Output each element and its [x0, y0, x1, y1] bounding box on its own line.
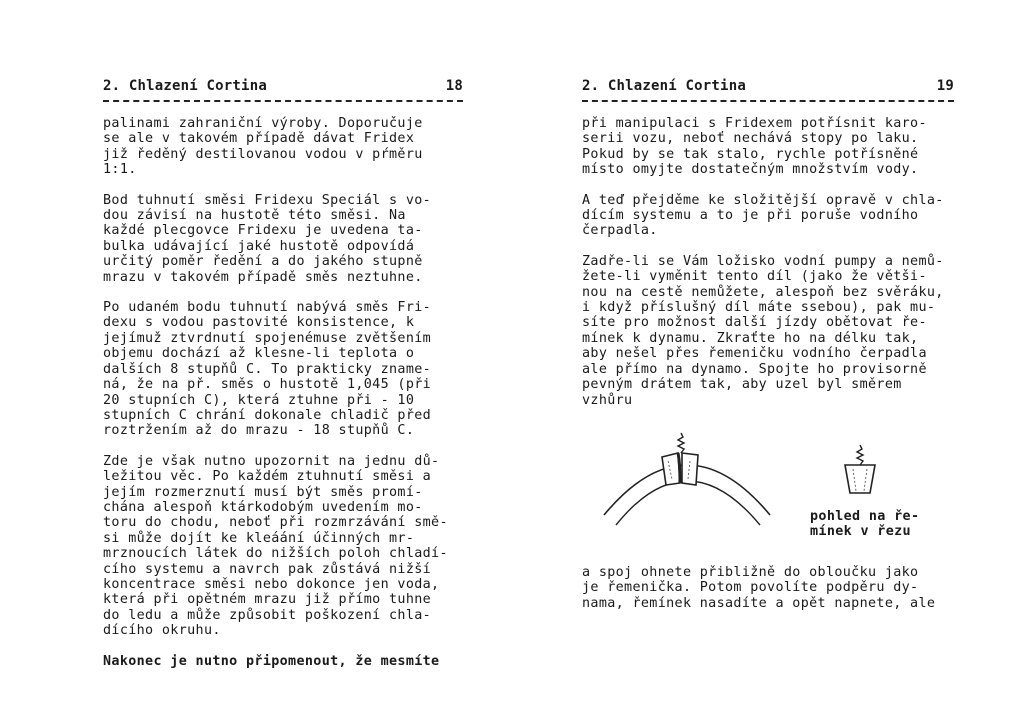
right-page-number: 19 [936, 78, 954, 94]
right-paragraph-1: při manipulaci s Fridexem potřísnit karo- serii vozu, neboť nechává stopy po laku. Pokud by se tak stalo, rychle potřísněné místo omyjte dostatečným množstvím vody. [582, 116, 927, 178]
left-page-number: 18 [445, 78, 463, 94]
figure-caption: pohled na ře- mínek v řezu [810, 508, 920, 540]
right-header-rule [582, 100, 954, 102]
left-header-title: 2. Chlazení Cortina [103, 78, 267, 94]
right-paragraph-4: a spoj ohnete přibližně do obloučku jako je řemenička. Potom povolíte podpěru dy- nama, řemínek nasadíte a opět napnete, ale [582, 564, 936, 611]
left-page-header [103, 78, 463, 98]
right-paragraph-3: Zadře-li se Vám ložisko vodní pumpy a nemů- žete-li vyměnit tento díl (jako že větši- nou na cestě nemůžete, alespoň bez svěráku, i když příslušný díl máte ssebou), pak mu- síte pro možnost další jízdy obětovat ře- mínek k dynamu. Zkraťte ho na délku tak, aby nešel přes řemeničku vodního čerpadla ale přímo na dynamo. Spojte ho provisorně pevným drátem tak, aby uzel byl směrem vzhůru [582, 253, 944, 408]
left-paragraph-1: palinami zahraniční výroby. Doporučuje se ale v takovém případě dávat Fridex již ředěný destilovanou vodou v pŕměru 1:1. [103, 116, 423, 178]
left-paragraph-3: Po udaném bodu tuhnutí nabývá směs Fri- dexu s vodou pastovité konsistence, k jejímuž ztvrdnutí spojenémuse zvětšením objemu dochází až klesne-li teplota o dalších 8 stupňů C. To prakticky zname- ná, že na př. směs o hustotě 1,045 (při 20 stupních C), která ztuhne při - 10 stupních C chrání dokonale chladič před roztržením až do mrazu - 18 stupňů C. [103, 300, 432, 439]
belt-diagram [582, 423, 954, 553]
right-paragraph-2: A teď přejděme ke složitější opravě v chla- dícím systemu a to je při poruše vodního čerpadla. [582, 192, 944, 239]
left-paragraph-5: Nakonec je nutno připomenout, že mesmíte [103, 653, 440, 669]
right-page [582, 78, 954, 626]
left-paragraph-2: Bod tuhnutí směsi Fridexu Speciál s vo- dou závisí na hustotě této směsi. Na každé plecgovce Fridexu je uvedena ta- bulka udávající jaké hustotě odpovídá určitý poměr ředění a do jakého stupně mrazu v takovém případě směs neztuhne. [103, 192, 432, 285]
left-header-rule [103, 100, 463, 102]
right-header-title: 2. Chlazení Cortina [582, 78, 746, 94]
left-paragraph-4: Zde je však nutno upozornit na jednu dů- ležitou věc. Po každém ztuhnutí směsi a jejím rozmerznutí musí být směs promí- chána alespoň ktárkodobým uvedením mo- toru do chodu, neboť při rozmrzávání smě- si může dojít ke kleáání účinných mr- mrznoucích látek do nižších poloh chladí- cího systemu a navrch pak zůstává nižší koncentrace směsi nebo dokonce jen voda, která při opětném mrazu již přímo tuhne do ledu a může způsobit poškození chla- dícího okruhu. [103, 453, 448, 639]
right-page-header [582, 78, 954, 98]
left-page [103, 78, 463, 684]
